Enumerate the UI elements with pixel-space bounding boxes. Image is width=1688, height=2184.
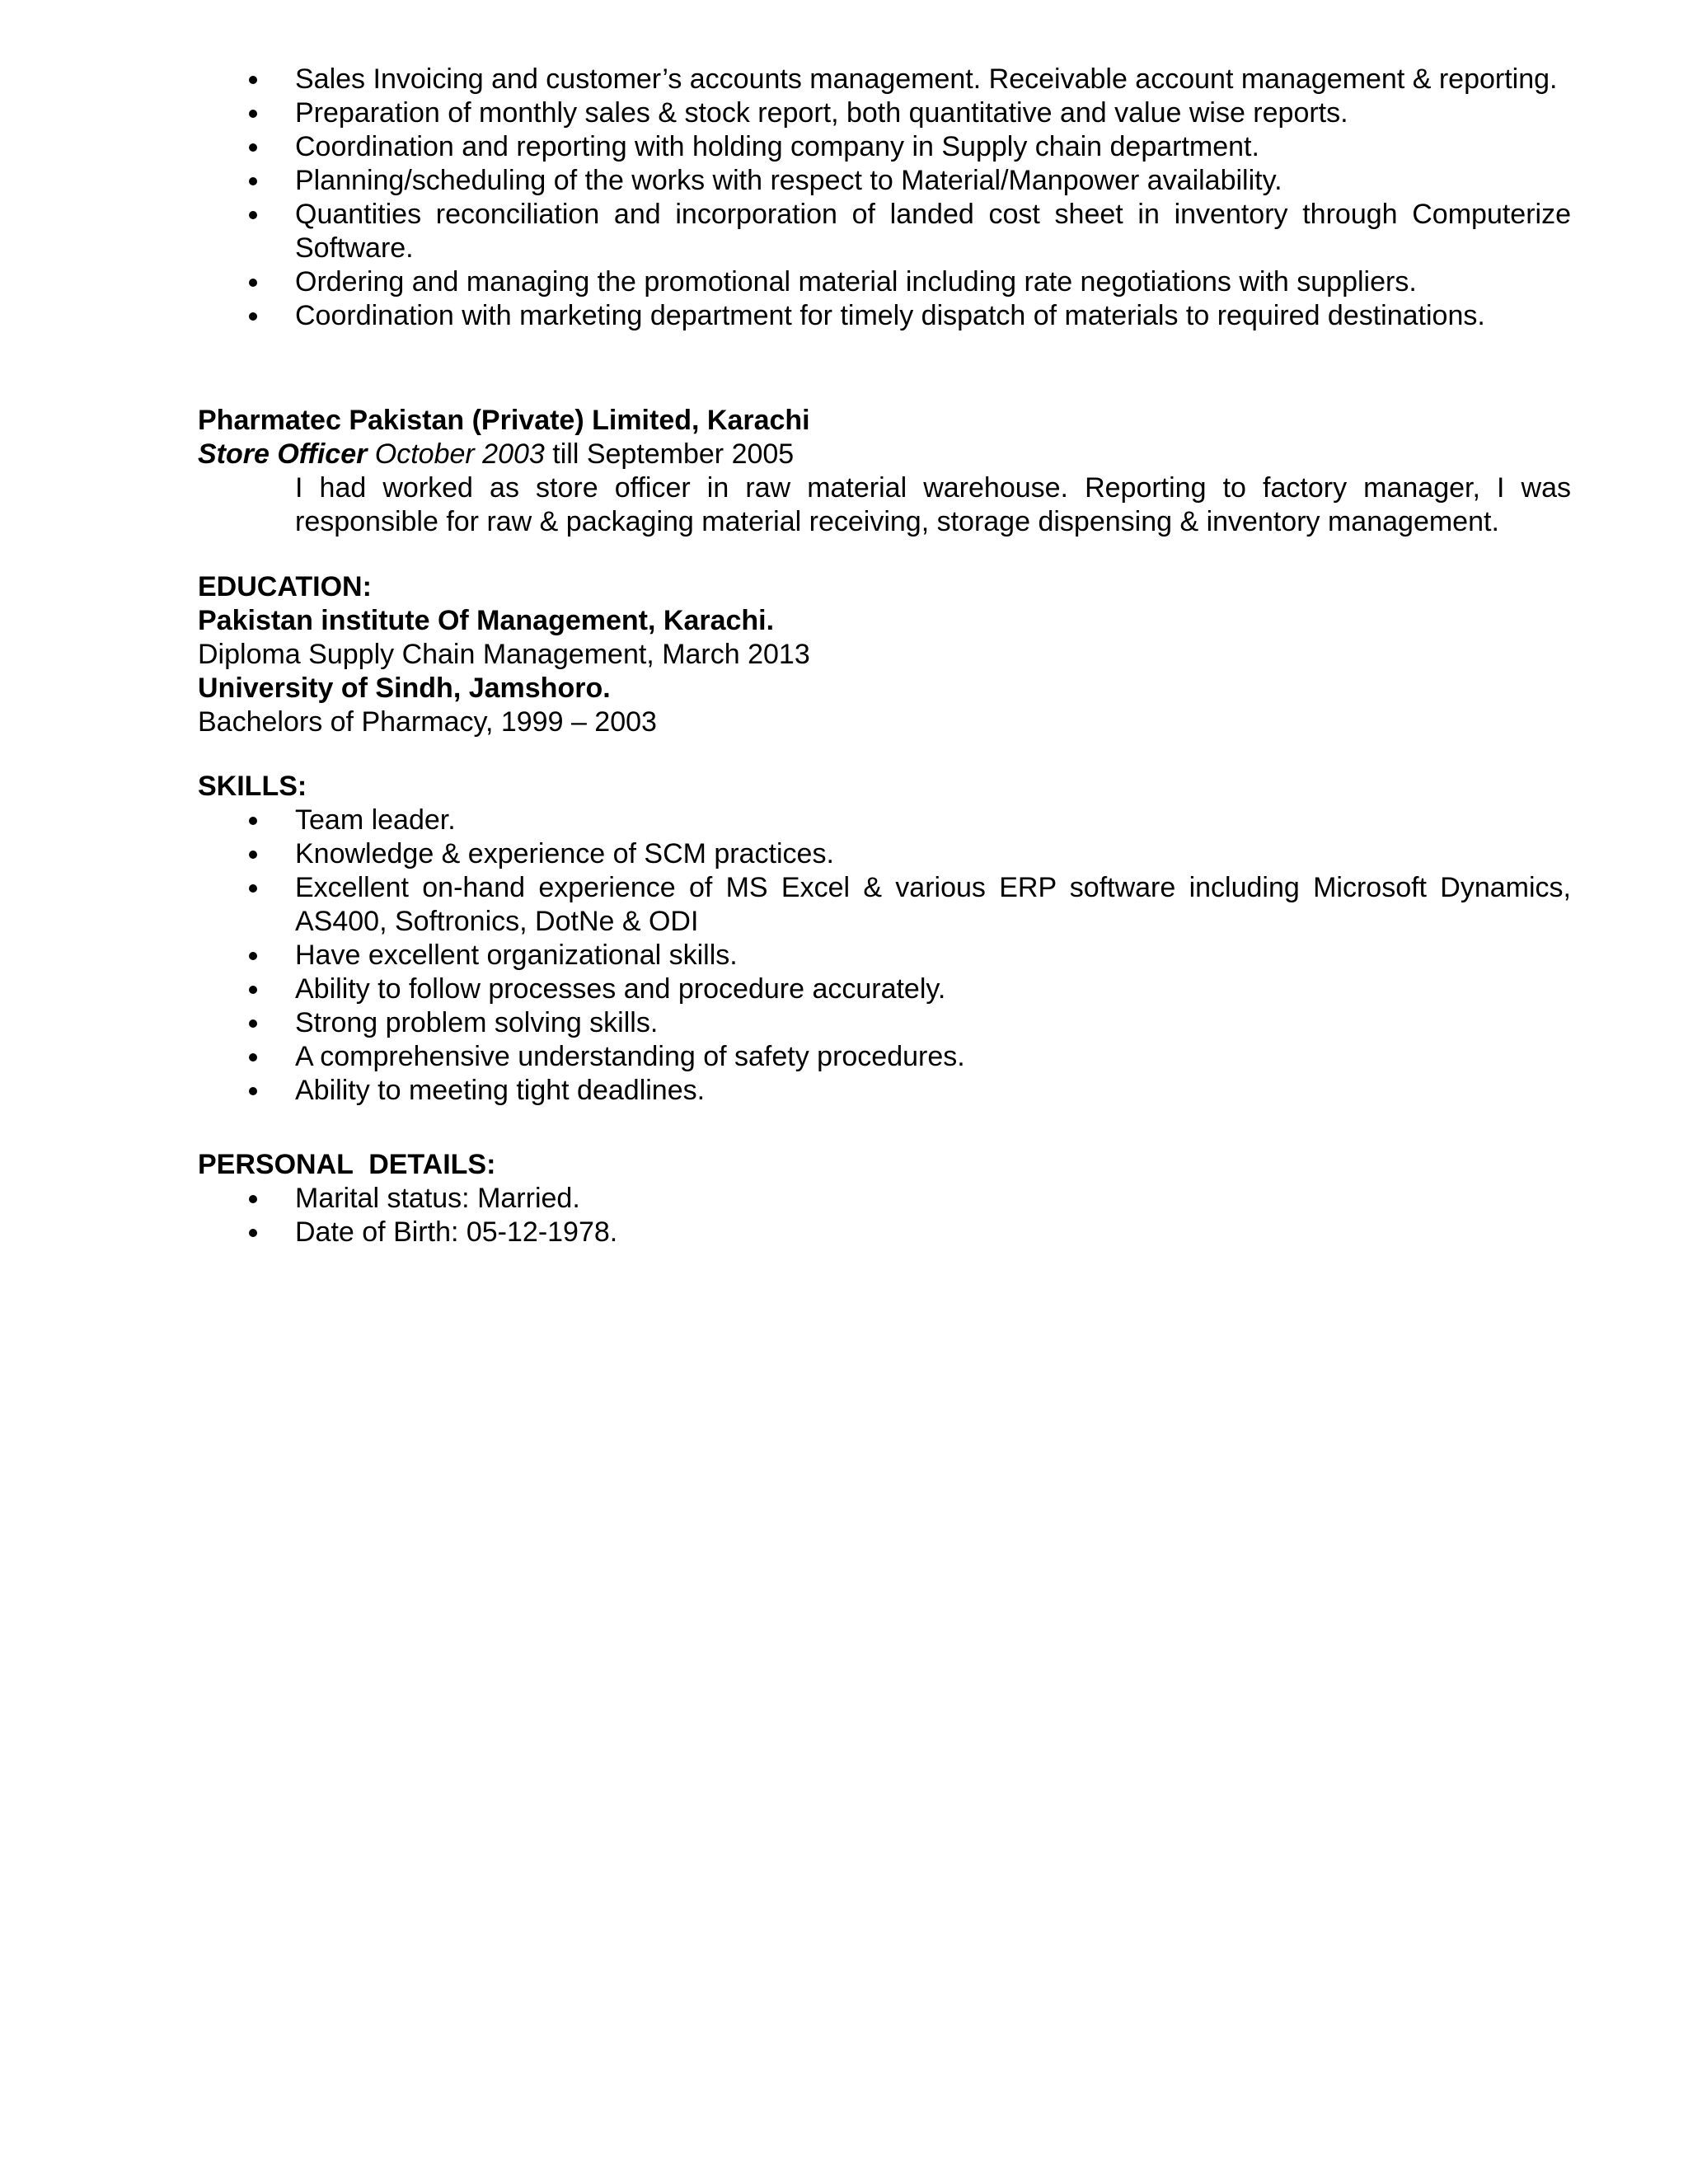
list-item: Coordination and reporting with holding company in Supply chain department. <box>198 130 1571 164</box>
education-detail: Diploma Supply Chain Management, March 2013 <box>198 639 810 670</box>
bullet-icon <box>249 952 257 960</box>
bullet-icon <box>249 143 257 152</box>
bullet-icon <box>249 986 257 994</box>
list-item: Marital status: Married. <box>198 1182 1571 1216</box>
skills-list <box>198 804 1571 1108</box>
job-period-start: October 2003 <box>374 438 545 470</box>
list-item: Have excellent organizational skills. <box>198 939 1571 972</box>
personal-details-heading: PERSONAL DETAILS: <box>198 1149 496 1180</box>
list-item: Strong problem solving skills. <box>198 1006 1571 1040</box>
education-institution: Pakistan institute Of Management, Karachi. <box>198 605 775 636</box>
list-item: Preparation of monthly sales & stock report, both quantitative and value wise reports. <box>198 96 1571 130</box>
list-item: Planning/scheduling of the works with respect to Material/Manpower availability. <box>198 164 1571 198</box>
job-title-line <box>198 438 1571 471</box>
bullet-icon <box>249 884 257 893</box>
bullet-icon <box>249 1019 257 1028</box>
bullet-icon <box>249 177 257 185</box>
list-item: Ability to follow processes and procedure accurately. <box>198 972 1571 1006</box>
bullet-icon <box>249 312 257 321</box>
personal-details-list <box>198 1182 1571 1249</box>
bullet-icon <box>249 1087 257 1095</box>
job-role: Store Officer <box>198 438 368 470</box>
list-item: A comprehensive understanding of safety procedures. <box>198 1040 1571 1074</box>
education-heading: EDUCATION: <box>198 571 372 602</box>
work-bullet-list <box>198 63 1571 333</box>
list-item: Excellent on-hand experience of MS Excel & various ERP software including Microsoft Dynamics, AS400, Softronics, DotNe & ODI <box>198 871 1571 939</box>
list-item: Team leader. <box>198 804 1571 837</box>
education-section <box>198 570 1571 739</box>
list-item: Sales Invoicing and customer’s accounts management. Receivable account management & reporting. <box>198 63 1571 96</box>
work-responsibilities <box>198 63 1571 333</box>
job-description: I had worked as store officer in raw material warehouse. Reporting to factory manager, I was responsible for raw & packaging material receiving, storage dispensing & inventory management. <box>295 472 1571 537</box>
bullet-icon <box>249 1053 257 1062</box>
bullet-icon <box>249 851 257 859</box>
list-item: Knowledge & experience of SCM practices. <box>198 837 1571 871</box>
bullet-icon <box>249 817 257 825</box>
skills-section <box>198 770 1571 1108</box>
bullet-icon <box>249 1229 257 1237</box>
personal-details-section <box>198 1148 1571 1249</box>
education-detail: Bachelors of Pharmacy, 1999 – 2003 <box>198 706 657 738</box>
list-item: Coordination with marketing department for timely dispatch of materials to required destinations. <box>198 299 1571 333</box>
list-item: Ordering and managing the promotional material including rate negotiations with suppliers. <box>198 265 1571 299</box>
bullet-icon <box>249 1195 257 1203</box>
list-item: Date of Birth: 05-12-1978. <box>198 1216 1571 1249</box>
job-pharmatec <box>198 404 1571 539</box>
job-period-end: till September 2005 <box>552 438 795 470</box>
bullet-icon <box>249 211 257 219</box>
bullet-icon <box>249 76 257 84</box>
education-institution: University of Sindh, Jamshoro. <box>198 673 611 704</box>
list-item: Quantities reconciliation and incorporation of landed cost sheet in inventory through Computerize Software. <box>198 198 1571 265</box>
company-name: Pharmatec Pakistan (Private) Limited, Karachi <box>198 405 810 436</box>
bullet-icon <box>249 279 257 287</box>
list-item: Ability to meeting tight deadlines. <box>198 1074 1571 1108</box>
skills-heading: SKILLS: <box>198 771 307 802</box>
bullet-icon <box>249 110 257 118</box>
